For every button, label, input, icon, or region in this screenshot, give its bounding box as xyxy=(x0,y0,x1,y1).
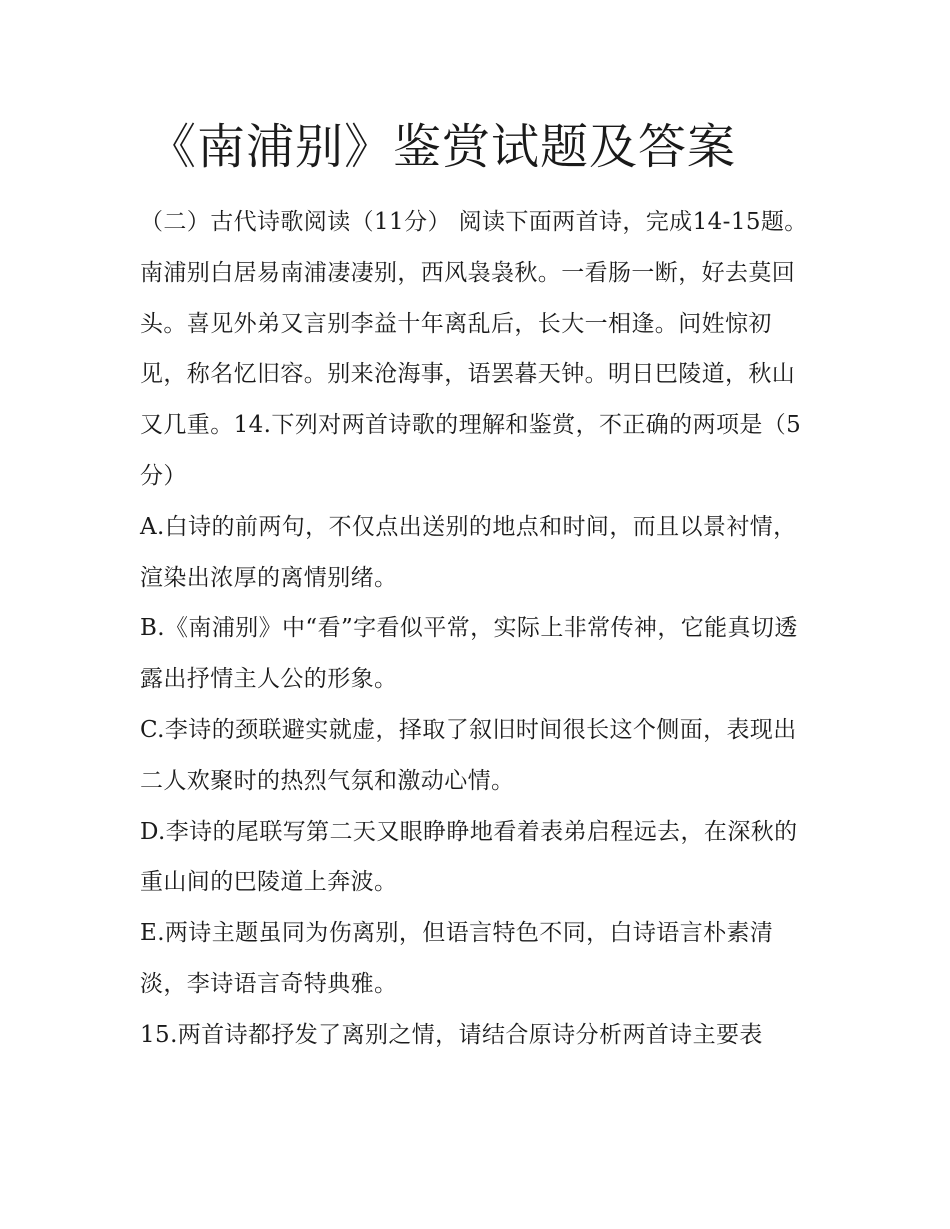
option-c: C.李诗的颈联避实就虚，择取了叙旧时间很长这个侧面，表现出二人欢聚时的热烈气氛和激动心情。 xyxy=(140,716,797,794)
option-d: D.李诗的尾联写第二天又眼睁睁地看着表弟启程远去，在深秋的重山间的巴陵道上奔波。 xyxy=(140,818,798,896)
option-e: E.两诗主题虽同为伤离别，但语言特色不同，白诗语言朴素清淡，李诗语言奇特典雅。 xyxy=(140,920,774,997)
option-a: A.白诗的前两句，不仅点出送别的地点和时间，而且以景衬情，渲染出浓厚的离情别绪。 xyxy=(140,513,797,591)
paragraph-poems-and-question-14: 南浦别白居易南浦凄凄别，西风袅袅秋。一看肠一断，好去莫回头。喜见外弟又言别李益十年离乱后，长大一相逢。问姓惊初见，称名忆旧容。别来沧海事，语罢暮天钟。明日巴陵道，秋山又几重。14.下列对两首诗歌的理解和鉴赏，不正确的两项是（5分） xyxy=(140,259,802,489)
question-15: 15.两首诗都抒发了离别之情，请结合原诗分析两首诗主要表 xyxy=(140,1021,763,1048)
option-b: B.《南浦别》中“看”字看似平常，实际上非常传神，它能真切透露出抒情主人公的形象。 xyxy=(140,615,798,693)
paragraph-question-intro: （二）古代诗歌阅读（11分） 阅读下面两首诗，完成14-15题。 xyxy=(140,209,808,235)
document-body xyxy=(140,197,815,1061)
page-title: 《南浦别》鉴赏试题及答案 xyxy=(148,119,737,175)
